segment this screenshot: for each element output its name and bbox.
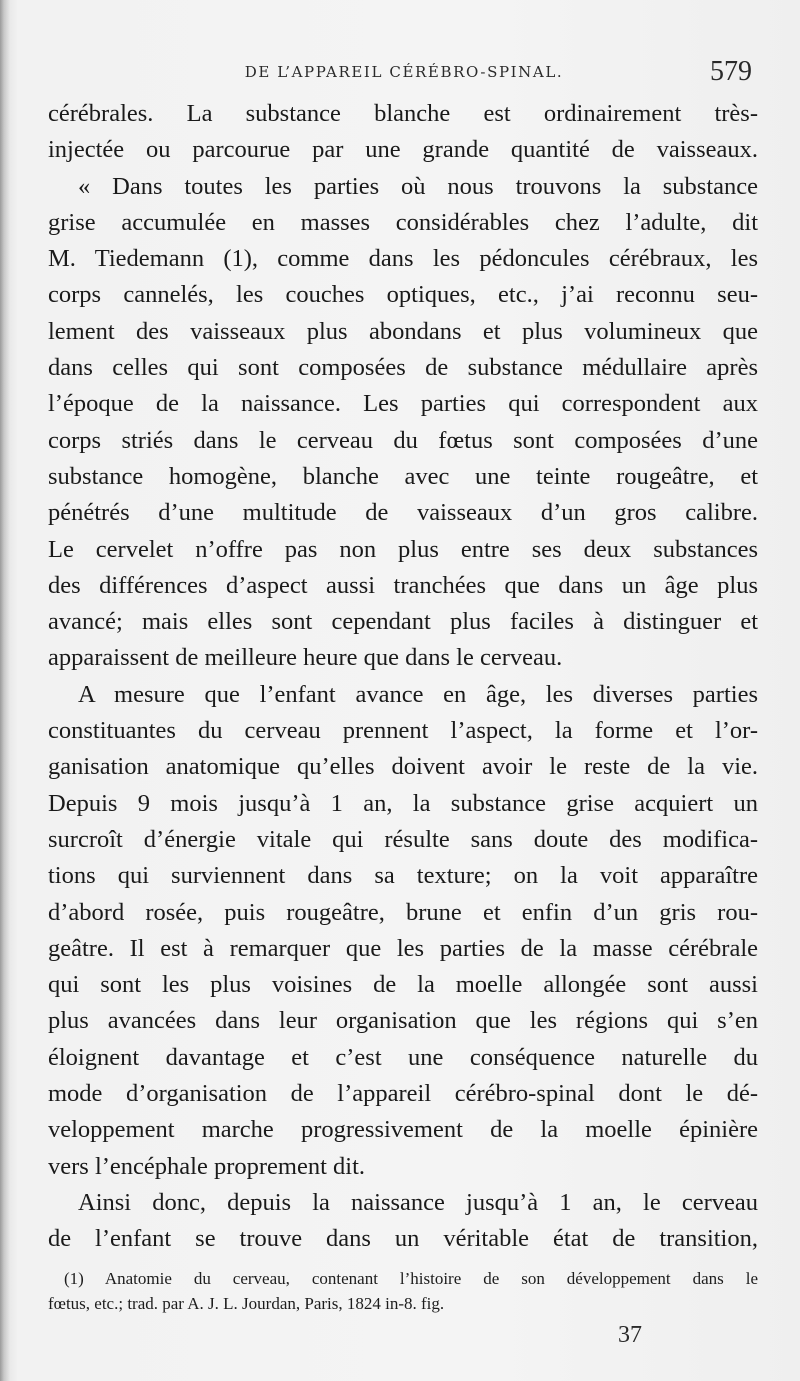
text-line: M. Tiedemann (1), comme dans les pédoncules cérébraux, les — [48, 245, 758, 273]
text-line: corps striés dans le cerveau du fœtus sont composées d’une — [48, 426, 758, 454]
text-line: Depuis 9 mois jusqu’à 1 an, la substance grise acquiert un — [48, 789, 758, 817]
text-line: mode d’organisation de l’appareil cérébro-spinal dont le dé- — [48, 1080, 758, 1108]
footnote-line: fœtus, etc.; trad. par A. J. L. Jourdan, Paris, 1824 in-8. fig. — [48, 1294, 445, 1313]
text-line: l’époque de la naissance. Les parties qui correspondent aux — [48, 390, 758, 418]
running-head: DE L’APPAREIL CÉRÉBRO-SPINAL. — [244, 63, 564, 81]
signature-mark: 37 — [618, 1322, 642, 1348]
text-line: constituantes du cerveau prennent l’aspect, la forme et l’or- — [48, 717, 758, 745]
text-line: « Dans toutes les parties où nous trouvons la substance — [78, 172, 758, 200]
text-line: avancé; mais elles sont cependant plus faciles à distinguer et — [48, 608, 758, 636]
text-line: apparaissent de meilleure heure que dans le cerveau. — [48, 644, 563, 672]
text-line: qui sont les plus voisines de la moelle allongée sont aussi — [48, 971, 758, 999]
text-line: cérébrales. La substance blanche est ordinairement très- — [48, 100, 758, 127]
text-line: Le cervelet n’offre pas non plus entre ses deux substances — [48, 535, 758, 563]
page-number: 579 — [710, 56, 752, 87]
text-line: injectée ou parcourue par une grande quantité de vaisseaux. — [48, 136, 758, 164]
text-line: Ainsi donc, depuis la naissance jusqu’à 1 an, le cerveau — [78, 1188, 758, 1216]
footnote-line: (1) Anatomie du cerveau, contenant l’histoire de son développement dans le — [64, 1269, 758, 1288]
text-line: grise accumulée en masses considérables chez l’adulte, dit — [48, 208, 758, 236]
text-line: de l’enfant se trouve dans un véritable état de transition, — [48, 1225, 758, 1253]
text-line: surcroît d’énergie vitale qui résulte sans doute des modifica- — [48, 825, 758, 853]
text-line: tions qui surviennent dans sa texture; on la voit apparaître — [48, 862, 758, 890]
text-line: ganisation anatomique qu’elles doivent avoir le reste de la vie. — [48, 753, 758, 781]
text-line: d’abord rosée, puis rougeâtre, brune et enfin d’un gris rou- — [48, 898, 758, 926]
text-line: lement des vaisseaux plus abondans et plus volumineux que — [48, 317, 758, 345]
text-line: éloignent davantage et c’est une conséquence naturelle du — [48, 1043, 758, 1071]
text-line: vers l’encéphale proprement dit. — [48, 1152, 366, 1180]
text-line: plus avancées dans leur organisation que les régions qui s’en — [48, 1007, 758, 1035]
text-line: veloppement marche progressivement de la moelle épinière — [48, 1116, 758, 1144]
text-line: geâtre. Il est à remarquer que les parties de la masse cérébrale — [48, 934, 758, 962]
text-line: dans celles qui sont composées de substance médullaire après — [48, 354, 758, 382]
text-line: pénétrés d’une multitude de vaisseaux d’un gros calibre. — [48, 499, 758, 527]
text-line: A mesure que l’enfant avance en âge, les diverses parties — [78, 680, 758, 708]
body-text — [48, 96, 758, 1258]
text-line: corps cannelés, les couches optiques, etc., j’ai reconnu seu- — [48, 281, 758, 309]
text-line: substance homogène, blanche avec une teinte rougeâtre, et — [48, 462, 758, 490]
text-line: des différences d’aspect aussi tranchées que dans un âge plus — [48, 571, 758, 599]
footnote — [48, 1266, 758, 1316]
page-header — [48, 56, 760, 90]
